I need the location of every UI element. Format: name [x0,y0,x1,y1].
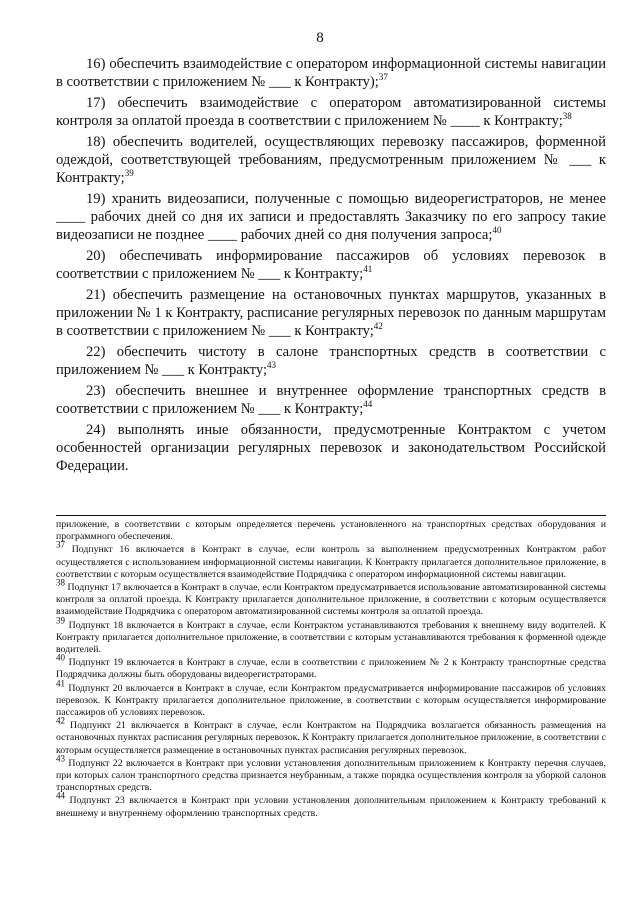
list-item: 22) обеспечить чистоту в салоне транспортных средств в соответствии с приложением № ___ к Контракту;$^{43}$ [56,344,606,378]
footnote-ref[interactable]: 42 [373,321,383,332]
footnote-ref[interactable]: 39 [124,168,134,179]
footnote: $^{38}$ Подпункт 17 включается в Контракт в случае, если Контрактом предусматривается использование автоматизированной системы контроля за оплатой проезда. К Контракту прилагается дополнительное приложение, в соответствии с которым осуществляется взаимодействие Подрядчика с оператором автоматизированной системы контроля за оплатой проезда. [56,577,606,618]
footnote: $^{37}$ Подпункт 16 включается в Контракт в случае, если контроль за выполнением предусмотренных Контрактом работ осуществляется с использованием информационной системы навигации. К Контракту прилагается дополнительное приложение, в соответствии с которым осуществляется взаимодействие Подрядчика с оператором информационной системы навигации. [56,540,606,580]
footnote: $^{42}$ Подпункт 21 включается в Контракт в случае, если Контрактом на Подрядчика возлагается обязанность размещения на остановочных пунктах расписания регулярных перевозок. К Контракту прилагается дополнительное приложение, в соответствии с которым осуществляется размещение в остановочных пунктах расписания регулярных перевозок. [56,715,606,756]
list-item: 18) обеспечить водителей, осуществляющих перевозку пассажиров, форменной одеждой, соответствующей требованиям, предусмотренным приложением № ___ к Контракту;$^{39}$ [56,134,606,186]
footnote-continuation: приложение, в соответствии с которым определяется перечень установленного на транспортных средствах оборудования и программного обеспечения. [56,519,606,543]
footnote-ref[interactable]: 44 [363,399,373,410]
list-item: 16) обеспечить взаимодействие с оператором информационной системы навигации в соответствии с приложением № ___ к Контракту);$^{37}$ [56,56,606,90]
page-number: 8 [316,30,324,46]
footnote-separator [56,515,606,516]
footnote: $^{39}$ Подпункт 18 включается в Контракт в случае, если Контрактом устанавливаются требования к внешнему виду водителей. К Контракту прилагается дополнительное приложение, в соответствии с которым устанавливаются требования к форменной одежде водителей. [56,615,606,656]
footnote-ref[interactable]: 40 [492,225,502,236]
footnotes [56,519,606,821]
footnote: $^{40}$ Подпункт 19 включается в Контракт в случае, если в соответствии с приложением № 2 к Контракту транспортные средства Подрядчика должны быть оборудованы видеорегистраторами. [56,652,606,681]
list-item: 23) обеспечить внешнее и внутреннее оформление транспортных средств в соответствии с приложением № ___ к Контракту;$^{44}$ [56,383,606,417]
list-item: 17) обеспечить взаимодействие с оператором автоматизированной системы контроля за оплатой проезда в соответствии с приложением № ____ к Контракту;$^{38}$ [56,95,606,129]
footnote-ref[interactable]: 37 [378,72,388,83]
list-item: 24) выполнять иные обязанности, предусмотренные Контрактом с учетом особенностей организации регулярных перевозок и законодательством Российской Федерации. [56,422,606,474]
list-item: 20) обеспечивать информирование пассажиров об условиях перевозок в соответствии с приложением № ___ к Контракту;$^{41}$ [56,248,606,282]
footnote: $^{41}$ Подпункт 20 включается в Контракт в случае, если Контрактом предусматривается информирование пассажиров об условиях перевозок. К Контракту прилагается дополнительное приложение, в соответствии с которым осуществляется информирование пассажиров об условиях перевозок. [56,678,606,719]
footnote-ref[interactable]: 41 [363,264,373,275]
main-text [56,55,606,478]
footnote-ref[interactable]: 38 [562,111,572,122]
list-item: 19) хранить видеозаписи, полученные с помощью видеорегистраторов, не менее ____ рабочих дней со дня их записи и предоставлять Заказчику по его запросу такие видеозаписи не позднее ____ рабочих дней со дня получения запроса;$^{40}$ [56,191,606,243]
footnote-ref[interactable]: 43 [267,360,277,371]
list-item: 21) обеспечить размещение на остановочных пунктах маршрутов, указанных в приложении № 1 к Контракту, расписание регулярных перевозок по данным маршрутам в соответствии с приложением № ___ к Контракту;$^{42}$ [56,287,606,339]
footnote: $^{44}$ Подпункт 23 включается в Контракт при условии установления дополнительным приложением к Контракту требований к внешнему и внутреннему оформлению транспортных средств. [56,791,606,819]
footnote: $^{43}$ Подпункт 22 включается в Контракт при условии установления дополнительным приложением к Контракту перечня случаев, при которых салон транспортного средства признается неубранным, а также порядка осуществления контроля за уборкой салонов транспортных средств. [56,753,606,794]
